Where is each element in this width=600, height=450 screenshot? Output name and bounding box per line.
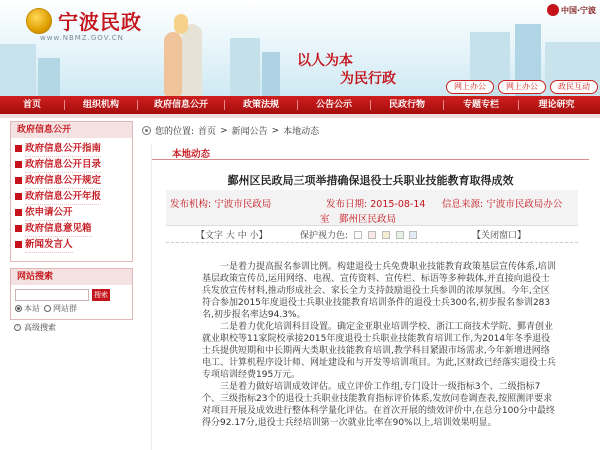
section-header <box>152 144 589 160</box>
sidebar-item-catalog[interactable]: 政府信息公开目录 <box>15 159 128 173</box>
font-size-switcher[interactable]: 【文字 大 中 小】 <box>196 231 268 241</box>
building-decoration <box>0 44 36 96</box>
site-logo[interactable] <box>26 6 142 35</box>
sidebar-item-annual-report[interactable]: 政府信息公开年报 <box>15 191 128 205</box>
paragraph: 一是着力提高报名参训比例。构建退役士兵免费职业技能教育政策基层宣传体系,培训基层政策宣传员,运用网络、电视、宣传资料、宣传栏、标语等多种载体,并直接向退役士兵发放宣传材料,推动形成社会、家长全力支持鼓励退役士兵参训的浓厚氛围。今年,全区符合参加2015年度退役士兵职业技能教育培训条件的退役士兵300名,初步报名参训283名,初步报名率达94.3%。 <box>202 262 556 320</box>
color-swatch[interactable] <box>409 231 417 239</box>
site-url: www.NBMZ.GOV.CN <box>40 34 124 42</box>
bullet-icon <box>15 145 22 152</box>
nav-item-policy[interactable]: 政策法规 <box>242 100 279 110</box>
article-title: 鄞州区民政局三项举措确保退役士兵职业技能教育取得成效 <box>227 174 514 187</box>
nav-item-info-open[interactable]: 政府信息公开 <box>153 100 208 110</box>
color-swatch[interactable] <box>382 231 390 239</box>
sidebar-list <box>11 138 132 261</box>
nav-item-topics[interactable]: 专题专栏 <box>462 100 499 110</box>
breadcrumb-news[interactable]: 新闻公告 <box>231 127 268 137</box>
breadcrumb-local[interactable]: 本地动态 <box>283 127 320 137</box>
breadcrumb-home[interactable]: 首页 <box>198 127 217 137</box>
info-open-panel <box>10 121 133 262</box>
bullet-icon <box>15 177 22 184</box>
top-badge[interactable]: 中国·宁波 <box>545 2 597 20</box>
building-decoration <box>262 52 280 96</box>
color-swatch[interactable] <box>354 231 362 239</box>
nav-item-theory[interactable]: 理论研究 <box>538 100 575 110</box>
article-panel <box>151 144 589 450</box>
meta-source: 信息来源: 宁波市民政局办公 <box>442 199 563 210</box>
nav-item-affairs[interactable]: 民政行物 <box>388 100 425 110</box>
scope-web-radio[interactable]: 网站群 <box>44 303 77 314</box>
sidebar <box>10 121 133 335</box>
nav-subbar <box>0 114 600 118</box>
meta-publisher: 发布机构: 宁波市民政局 <box>170 199 272 210</box>
location-icon <box>142 126 151 135</box>
quick-link[interactable]: 网上办公 <box>446 80 494 94</box>
color-swatch[interactable] <box>368 231 376 239</box>
quick-link[interactable]: 网上办公 <box>498 80 546 94</box>
sidebar-item-rules[interactable]: 政府信息公开规定 <box>15 175 128 189</box>
paragraph: 二是着力优化培训科目设置。确定金亚职业培训学校、浙江工商技术学院、鄞青创业就业职校等11家院校承接2015年度退役士兵职业技能教育培训工作,为2014年冬季退役士兵提供短期和中长期两大类职业技能教育培训,教学科目紧跟市场需求,今年新增进网络电工、计算机程序设计师、网址建设和与开发等培训项目。为此,区财政已经落实退役士兵专项培训经费195万元。 <box>202 322 556 380</box>
slogan-line2: 为民行政 <box>340 71 396 87</box>
sidebar-item-apply[interactable]: 依申请公开 <box>15 207 128 221</box>
color-swatch[interactable] <box>396 231 404 239</box>
arrow-icon: › <box>14 324 21 331</box>
article-toolbar <box>166 228 578 240</box>
sidebar-title: 政府信息公开 <box>11 122 132 138</box>
search-input[interactable] <box>15 289 89 301</box>
meta-source-cont: 室 鄞州区民政局 <box>320 214 397 225</box>
close-window-link[interactable]: 【关闭窗口】 <box>472 231 527 241</box>
article-meta <box>166 190 578 226</box>
bullet-icon <box>15 241 22 248</box>
bullet-icon <box>15 209 22 216</box>
bullet-icon <box>15 225 22 232</box>
divider <box>166 242 578 243</box>
meta-date: 发布日期: 2015-08-14 <box>326 199 426 210</box>
nav-item-notice[interactable]: 公告公示 <box>315 100 352 110</box>
bullet-icon <box>15 161 22 168</box>
bullet-icon <box>15 193 22 200</box>
header-banner <box>0 0 600 96</box>
sidebar-item-guide[interactable]: 政府信息公开指南 <box>15 143 128 157</box>
main-nav <box>0 96 600 114</box>
eye-protection-colors: 保护视力色: <box>300 228 417 241</box>
emblem-icon <box>26 8 52 34</box>
search-button[interactable]: 搜索 <box>94 291 108 299</box>
site-search-panel <box>10 268 133 320</box>
building-decoration <box>38 58 60 96</box>
quick-links <box>446 80 598 94</box>
quick-link[interactable]: 政民互动 <box>550 80 598 94</box>
advanced-search-link[interactable]: › 高级搜索 <box>10 320 133 335</box>
article-body <box>202 261 558 429</box>
scope-site-radio[interactable]: 本站 <box>15 303 40 314</box>
search-title: 网站搜索 <box>11 269 132 285</box>
nav-item-home[interactable]: 首页 <box>22 100 41 110</box>
breadcrumb: 您的位置: 首页 > 新闻公告 > 本地动态 <box>142 124 319 137</box>
paragraph: 三是着力做好培训成效评估。成立评价工作组,专门设计一级指标3个、二级指标7个、三级指标23个的退役士兵职业技能教育指标评价体系,发放问卷调查表,按照测评要求对项目开展及成效进行整体科学量化评估。在首次开展的绩效评价中,在总分100分中最终得分92.17分,退役士兵经培训第一次就业比率在90%以上,培训效果明显。 <box>202 382 556 428</box>
site-title: 宁波民政 <box>58 10 142 34</box>
sidebar-item-spokesperson[interactable]: 新闻发言人 <box>15 239 128 253</box>
nav-item-org[interactable]: 组织机构 <box>82 100 119 110</box>
badge-icon <box>547 4 559 16</box>
building-decoration <box>230 38 260 96</box>
section-title: 本地动态 <box>172 149 211 160</box>
search-scope <box>11 303 132 314</box>
slogan-line1: 以人为本 <box>297 53 353 69</box>
sidebar-item-feedback[interactable]: 政府信息意见箱 <box>15 223 128 237</box>
banner-family-photo <box>160 14 210 96</box>
